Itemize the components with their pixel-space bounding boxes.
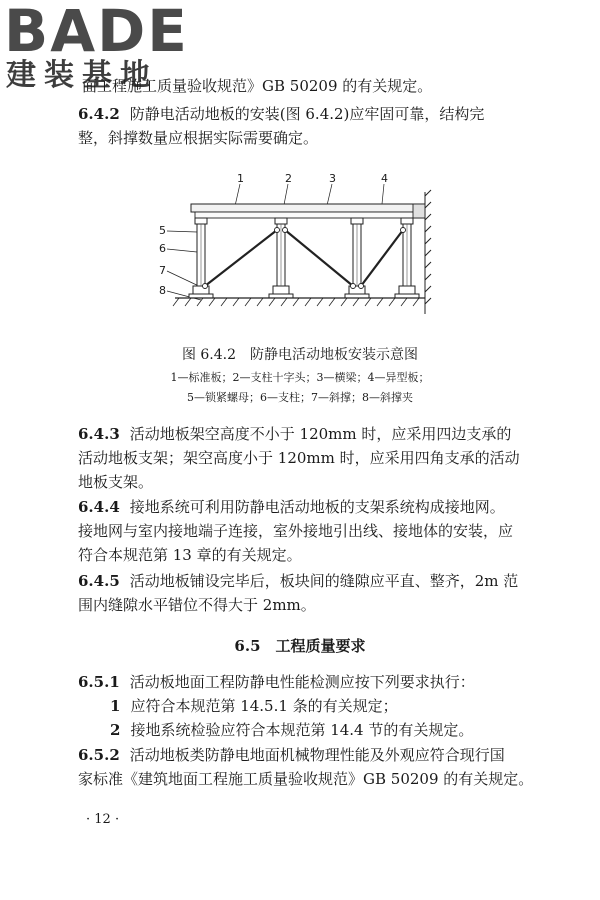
clause-6-4-4-cont-2: 符合本规范第 13 章的有关规定。	[78, 546, 302, 564]
callout-6: 6	[159, 242, 166, 255]
clause-number: 6.5.2	[78, 746, 120, 764]
callout-4: 4	[381, 172, 388, 185]
list-item-text: 接地系统检验应符合本规范第 14.4 节的有关规定。	[130, 721, 474, 739]
clause-number: 6.4.4	[78, 498, 120, 516]
figure-legend-line-2: 5—锁紧螺母；6—支柱；7—斜撑；8—斜撑夹	[187, 391, 413, 404]
clause-6-5-1	[78, 672, 540, 692]
clause-6-4-5-cont: 围内缝隙水平错位不得大于 2mm。	[78, 596, 316, 614]
clause-6-5-2-cont: 家标准《建筑地面工程施工质量验收规范》GB 50209 的有关规定。	[78, 770, 534, 788]
floor-installation-diagram	[155, 172, 455, 332]
callout-2: 2	[285, 172, 292, 185]
clause-number: 6.4.5	[78, 572, 120, 590]
figure-caption: 图 6.4.2 防静电活动地板安装示意图	[181, 347, 419, 363]
clause-text: 接地系统可利用防静电活动地板的支架系统构成接地网。	[129, 498, 505, 516]
section-number: 6.5	[234, 637, 261, 655]
list-item	[110, 720, 540, 740]
section-title: 工程质量要求	[275, 637, 366, 655]
clause-text: 活动地板铺设完毕后，板块间的缝隙应平直、整齐，2m 范	[129, 572, 519, 590]
intro-line: 面工程施工质量验收规范》GB 50209 的有关规定。	[82, 77, 433, 95]
clause-6-5-2	[78, 745, 540, 765]
callout-3: 3	[329, 172, 336, 185]
section-heading-6-5	[60, 636, 540, 656]
callout-8: 8	[159, 284, 166, 297]
page-number: · 12 ·	[86, 812, 120, 827]
clause-text: 防静电活动地板的安装(图 6.4.2)应牢固可靠，结构完	[129, 105, 485, 123]
clause-6-4-3	[78, 424, 540, 444]
list-item-text: 应符合本规范第 14.5.1 条的有关规定；	[130, 697, 398, 715]
callout-5: 5	[159, 224, 166, 237]
callout-1: 1	[237, 172, 244, 185]
list-item	[110, 696, 540, 716]
clause-text: 活动地板类防静电地面机械物理性能及外观应符合现行国	[129, 746, 505, 764]
clause-6-4-3-cont-1: 活动地板支架；架空高度小于 120mm 时，应采用四角支承的活动	[78, 449, 520, 467]
clause-6-4-2-cont: 整，斜撑数量应根据实际需要确定。	[78, 129, 319, 147]
clause-6-4-4-cont-1: 接地网与室内接地端子连接，室外接地引出线、接地体的安装，应	[78, 522, 514, 540]
figure-legend-line-1: 1—标准板；2—支柱十字头；3—横梁；4—异型板；	[170, 371, 430, 384]
clause-6-4-4	[78, 497, 540, 517]
list-item-number: 2	[110, 721, 121, 739]
clause-6-4-3-cont-2: 地板支架。	[78, 473, 154, 491]
callout-7: 7	[159, 264, 166, 277]
clause-number: 6.4.3	[78, 425, 120, 443]
list-item-number: 1	[110, 697, 121, 715]
clause-6-4-2	[78, 104, 540, 124]
clause-number: 6.4.2	[78, 105, 120, 123]
clause-text: 活动板地面工程防静电性能检测应按下列要求执行：	[129, 673, 475, 691]
clause-6-4-5	[78, 571, 540, 591]
logo-subtitle: 建装基地	[6, 58, 158, 93]
clause-number: 6.5.1	[78, 673, 120, 691]
logo-brand: BADE	[4, 0, 189, 65]
clause-text: 活动地板架空高度不小于 120mm 时，应采用四边支承的	[129, 425, 512, 443]
